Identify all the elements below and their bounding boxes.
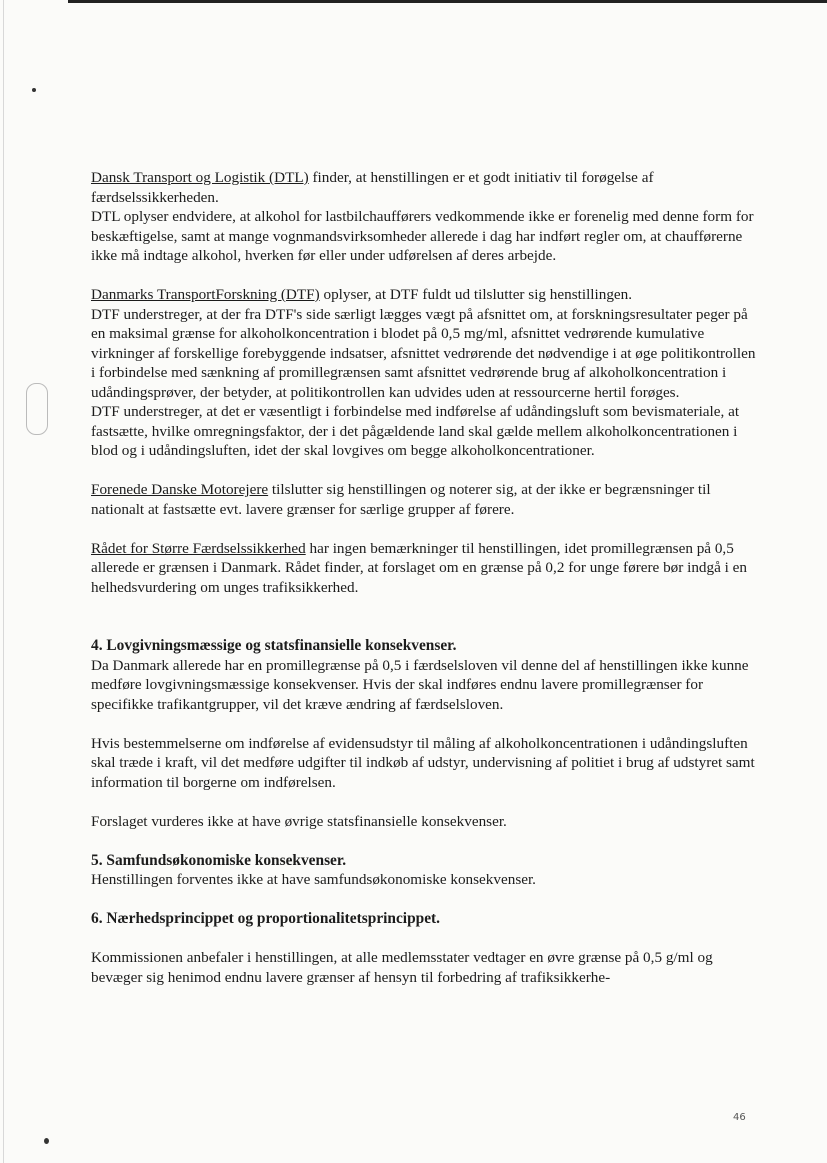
section-paragraph: Kommissionen anbefaler i henstillingen, at alle medlemsstater vedtager en øvre grænse på 0,5 g/ml og bevæger sig henimod endnu lavere grænser af hensyn til forbedring af trafiksikkerhe- (91, 949, 713, 986)
section-paragraph: Da Danmark allerede har en promillegrænse på 0,5 i færdselsloven vil denne del af henstillingen ikke kunne medføre lovgivningsmæssige konsekvenser. Hvis der skal indføres endnu lavere promillegrænser for specifikke trafikantgrupper, vil det kræve ændring af færdselsloven. (91, 656, 749, 713)
org-name: Rådet for Større Færdselssikkerhed (91, 539, 306, 557)
section-paragraph: Henstillingen forventes ikke at have samfundsøkonomiske konsekvenser. (91, 871, 536, 888)
top-rule (68, 0, 827, 3)
paragraph-fdm: Forenede Danske Motorejere tilslutter sig henstillingen og noterer sig, at der ikke er begrænsninger til nationalt at fastsætte evt. lavere grænser for særlige grupper af førere. (91, 481, 711, 518)
org-name: Dansk Transport og Logistik (DTL) (91, 169, 309, 186)
paragraph-dtf: Danmarks TransportForskning (DTF) oplyser, at DTF fuldt ud tilslutter sig henstillingen. DTF understreger, at der fra DTF's side særligt lægges vægt på afsnittet om, at forskningsresultater peger på en maksimal grænse for alkoholkoncentration i blodet på 0,5 mg/ml, afsnittet vedrørende kumulative virkninger af forskellige forebyggende indsatser, afsnittet vedrørende det nødvendige i at øge politikontrollen i forbindelse med sænkning af promillegrænsen samt afsnittet vedrørende brug af alkoholkoncentration i udåndingsprøver, der betyder, at politikontrollen kan udvides uden at ressourcerne hertil forøges. DTF understreger, at det er væsentligt i forbindelse med indførelse af udåndingsluft som bevismateriale, at fastsætte, hvilke omregningsfaktor, der i det pågældende land skal gælde mellem alkoholkoncentrationen i blod og i udåndingsluften, idet der skal lovgives om begge alkoholkoncentrationer. (91, 286, 756, 459)
section-paragraph: Hvis bestemmelserne om indførelse af evidensudstyr til måling af alkoholkoncentrationen i udåndingsluften skal træde i kraft, vil det medføre udgifter til indkøb af udstyr, undervisning af politiet i brug af udstyret samt information til borgerne om indførelsen. (91, 734, 755, 791)
paragraph-dtl: Dansk Transport og Logistik (DTL) finder, at henstillingen er et godt initiativ til forøgelse af færdselssikkerheden. DTL oplyser endvidere, at alkohol for lastbilchaufførers vedkommende ikke er forenelig med denne form for beskæftigelse, samt at mange vognmandsvirksomheder allerede i dag har indført regler om, at chaufførerne ikke må indtage alkohol, hverken før eller under udførelsen af deres arbejde. (91, 169, 754, 264)
scan-speck (44, 1138, 49, 1144)
punch-hole-mark (26, 383, 48, 435)
section-heading: 5. Samfundsøkonomiske konsekvenser. (91, 851, 347, 869)
document-body (91, 168, 763, 987)
section-heading: 6. Nærhedsprincippet og proportionalitetsprincippet. (91, 910, 441, 927)
scan-speck (32, 88, 36, 92)
section-paragraph: Forslaget vurderes ikke at have øvrige statsfinansielle konsekvenser. (91, 812, 507, 830)
section-heading: 4. Lovgivningsmæssige og statsfinansielle konsekvenser. (91, 637, 457, 654)
page-edge (3, 0, 4, 1163)
paragraph-raadet: Rådet for Større Færdselssikkerhed har ingen bemærkninger til henstillingen, idet promillegrænsen på 0,5 allerede er grænsen i Danmark. Rådet finder, at forslaget om en grænse på 0,2 for unge førere bør indgå i en helhedsvurdering om unges trafiksikkerhed. (91, 539, 748, 596)
page-number: 46 (733, 1112, 746, 1123)
org-name: Forenede Danske Motorejere (91, 481, 269, 498)
org-name: Danmarks TransportForskning (DTF) (91, 286, 320, 303)
